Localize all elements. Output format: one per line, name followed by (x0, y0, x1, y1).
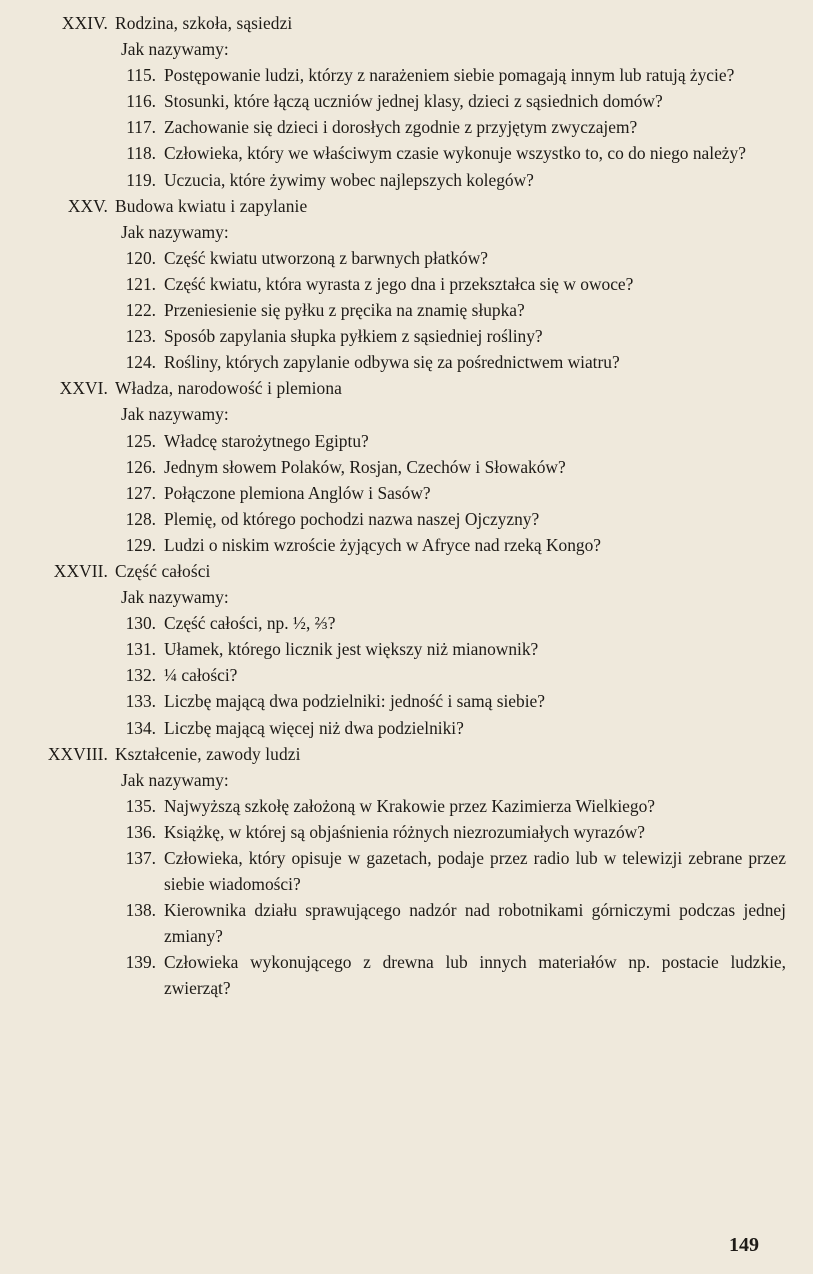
question-number: 134. (125, 717, 156, 738)
question-item (20, 897, 790, 949)
section-heading (20, 375, 790, 401)
question-item (20, 140, 790, 166)
section-number: XXV. (67, 195, 108, 216)
question-item (20, 62, 790, 88)
question-text: Przeniesienie się pyłku z pręcika na znamię słupka? (164, 300, 525, 321)
question-number: 119. (126, 169, 156, 190)
section-xxiv (20, 10, 790, 193)
section-xxvi (20, 375, 790, 558)
question-item (20, 636, 790, 662)
question-text: Książkę, w której są objaśnienia różnych niezrozumiałych wyrazów? (164, 821, 645, 842)
question-text: Stosunki, które łączą uczniów jednej klasy, dzieci z sąsiednich domów? (164, 91, 663, 112)
question-item (20, 688, 790, 714)
section-intro: Jak nazywamy: (121, 769, 229, 790)
section-number: XXIV. (61, 13, 108, 33)
question-number: 126. (125, 456, 156, 477)
section-number: XXVI. (59, 378, 108, 399)
question-number: 129. (125, 534, 156, 555)
page-content (20, 10, 790, 1002)
question-text: Liczbę mającą dwa podzielniki: jedność i samą siebie? (164, 691, 545, 712)
section-intro: Jak nazywamy: (121, 404, 229, 425)
question-item (20, 506, 790, 532)
section-title: Kształcenie, zawody ludzi (115, 743, 301, 764)
section-heading (20, 10, 790, 36)
section-title: Budowa kwiatu i zapylanie (115, 195, 308, 216)
question-item (20, 167, 790, 193)
question-number: 131. (125, 639, 156, 660)
question-number: 116. (126, 91, 156, 112)
question-text: Część całości, np. ½, ⅔? (164, 613, 336, 634)
question-number: 136. (125, 821, 156, 842)
question-text: ¼ całości? (164, 665, 238, 686)
section-intro: Jak nazywamy: (121, 221, 229, 242)
question-text: Jednym słowem Polaków, Rosjan, Czechów i Słowaków? (164, 456, 566, 477)
question-item (20, 88, 790, 114)
question-number: 130. (125, 613, 156, 634)
question-text: Rośliny, których zapylanie odbywa się za pośrednictwem wiatru? (164, 352, 620, 373)
question-number: 115. (126, 65, 156, 86)
question-text: Najwyższą szkołę założoną w Krakowie przez Kazimierza Wielkiego? (164, 795, 655, 816)
question-text: Władcę starożytnego Egiptu? (164, 430, 369, 451)
question-number: 135. (125, 795, 156, 816)
question-number: 121. (125, 273, 156, 294)
section-xxviii (20, 741, 790, 1002)
question-text: Sposób zapylania słupka pyłkiem z sąsiedniej rośliny? (164, 326, 543, 347)
question-number: 120. (125, 247, 156, 268)
question-number: 138. (125, 900, 156, 921)
question-item (20, 454, 790, 480)
section-xxvii (20, 558, 790, 741)
question-item (20, 323, 790, 349)
question-item (20, 532, 790, 558)
question-text: Plemię, od którego pochodzi nazwa naszej Ojczyzny? (164, 508, 540, 529)
question-item (20, 349, 790, 375)
question-number: 122. (125, 300, 156, 321)
question-item (20, 428, 790, 454)
question-number: 137. (125, 848, 156, 868)
question-text: Ułamek, którego licznik jest większy niż mianownik? (164, 639, 539, 660)
question-text: Połączone plemiona Anglów i Sasów? (164, 482, 431, 503)
question-text: Część kwiatu, która wyrasta z jego dna i przekształca się w owoce? (164, 273, 634, 294)
question-item (20, 949, 790, 1001)
section-intro: Jak nazywamy: (121, 587, 229, 608)
section-heading (20, 558, 790, 584)
question-number: 124. (125, 352, 156, 373)
question-number: 133. (125, 691, 156, 712)
question-text: Kierownika działu sprawującego nadzór nad robotnikami górniczymi podczas jednej zmiany? (164, 900, 786, 947)
question-text: Człowieka, który opisuje w gazetach, podaje przez radio lub w telewizji zebrane przez siebie wiadomości? (164, 848, 786, 895)
question-text: Liczbę mającą więcej niż dwa podzielniki? (164, 717, 464, 738)
question-item (20, 662, 790, 688)
question-text: Człowieka wykonującego z drewna lub innych materiałów np. postacie ludzkie, zwierząt? (164, 952, 786, 999)
question-item (20, 819, 790, 845)
section-number: XXVII. (53, 560, 108, 581)
section-title: Władza, narodowość i plemiona (115, 378, 342, 399)
section-intro: Jak nazywamy: (121, 39, 229, 60)
question-text: Ludzi o niskim wzroście żyjących w Afryce nad rzeką Kongo? (164, 534, 602, 555)
question-item (20, 715, 790, 741)
question-number: 125. (125, 430, 156, 451)
question-item (20, 245, 790, 271)
question-item (20, 114, 790, 140)
section-xxv (20, 193, 790, 376)
question-text: Postępowanie ludzi, którzy z narażeniem siebie pomagają innym lub ratują życie? (164, 65, 735, 86)
section-heading (20, 193, 790, 219)
question-item (20, 297, 790, 323)
section-number: XXVIII. (47, 743, 108, 764)
question-item (20, 610, 790, 636)
question-text: Część kwiatu utworzoną z barwnych płatków? (164, 247, 489, 268)
question-text: Zachowanie się dzieci i dorosłych zgodnie z przyjętym zwyczajem? (164, 117, 638, 138)
question-number: 118. (126, 143, 156, 164)
question-item (20, 271, 790, 297)
question-number: 123. (125, 326, 156, 347)
question-number: 139. (125, 952, 156, 973)
question-number: 132. (125, 665, 156, 686)
section-heading (20, 741, 790, 767)
question-number: 117. (126, 117, 156, 138)
question-item (20, 793, 790, 819)
question-text: Człowieka, który we właściwym czasie wykonuje wszystko to, co do niego należy? (164, 143, 746, 164)
question-number: 128. (125, 508, 156, 529)
question-number: 127. (125, 482, 156, 503)
page-number: 149 (729, 1234, 759, 1256)
question-item (20, 480, 790, 506)
section-title: Część całości (115, 560, 211, 581)
section-title: Rodzina, szkoła, sąsiedzi (115, 13, 293, 33)
question-text: Uczucia, które żywimy wobec najlepszych kolegów? (164, 169, 534, 190)
question-item (20, 845, 790, 897)
